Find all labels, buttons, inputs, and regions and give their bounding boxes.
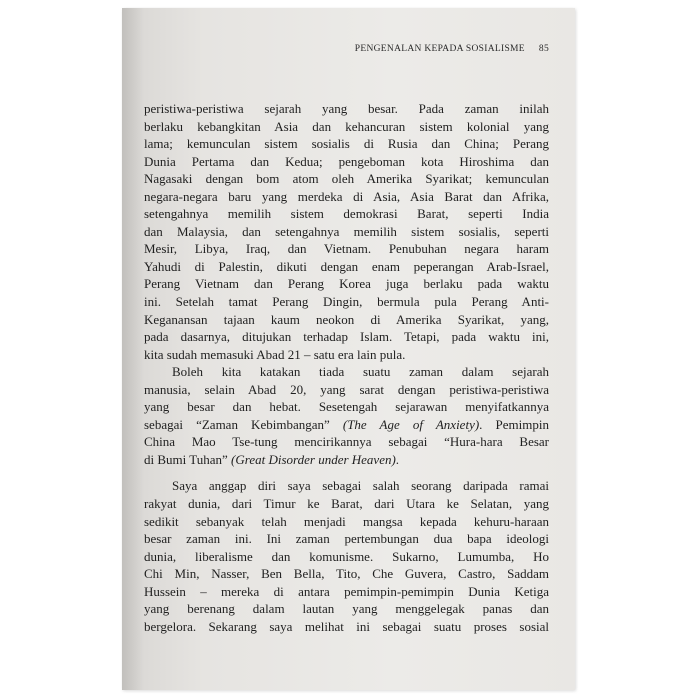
text-line: China Mao Tse-tung mencirikannya sebagai “Hura-hara Besar	[144, 434, 549, 450]
text-line: Perang Vietnam dan Perang Korea juga berlaku pada waktu	[144, 276, 549, 292]
text-line: ini. Setelah tamat Perang Dingin, bermula pula Perang Anti-	[144, 294, 549, 310]
text-line: berlaku kebangkitan Asia dan kehancuran sistem kolonial yang	[144, 118, 549, 134]
text-line: bergelora. Sekarang saya melihat ini sebagai suatu proses sosial	[144, 618, 549, 634]
text-segment: .	[395, 451, 400, 467]
text-line: sedikit sebanyak telah menjadi mangsa kepada kehuru-haraan	[144, 513, 549, 529]
text-line	[144, 451, 549, 469]
text-line	[144, 416, 549, 434]
text-line: Chi Min, Nasser, Ben Bella, Tito, Che Guvera, Castro, Saddam	[144, 566, 549, 582]
text-line: pada dasarnya, ditujukan terhadap Islam. Tetapi, pada waktu ini,	[144, 329, 549, 345]
text-line: negara-negara baru yang merdeka di Asia, Asia Barat dan Afrika,	[144, 188, 549, 204]
text-line: yang besar dan hebat. Sesetengah sejarawan menyifatkannya	[144, 399, 549, 415]
paragraph-2	[144, 363, 549, 468]
text-line: rakyat dunia, dari Timur ke Barat, dari Utara ke Selatan, yang	[144, 496, 549, 512]
paragraph-spacer	[144, 468, 549, 477]
text-line: Boleh kita katakan tiada suatu zaman dalam sejarah	[172, 364, 549, 380]
chapter-title: PENGENALAN KEPADA SOSIALISME	[354, 44, 525, 54]
paragraph-3	[144, 477, 549, 635]
text-line: Saya anggap diri saya sebagai salah seorang daripada ramai	[172, 478, 549, 494]
page-number: 85	[538, 44, 549, 54]
text-line: Mesir, Libya, Iraq, dan Vietnam. Penubuhan negara haram	[144, 241, 549, 257]
paragraph-1	[144, 100, 549, 363]
text-line: peristiwa-peristiwa sejarah yang besar. Pada zaman inilah	[144, 101, 549, 116]
text-line: yang berenang dalam lautan yang menggelegak panas dan	[144, 601, 549, 617]
running-header	[122, 44, 549, 54]
italic-phrase: (The Age of Anxiety)	[342, 416, 480, 432]
text-segment: di Bumi Tuhan”	[144, 451, 232, 467]
text-line: lama; kemunculan sistem sosialis di Rusia dan China; Perang	[144, 136, 549, 152]
text-line: Dunia Pertama dan Kedua; pengeboman kota Hiroshima dan	[144, 153, 549, 169]
text-line: besar zaman ini. Ini zaman pertembungan dua bapa ideologi	[144, 531, 549, 547]
italic-phrase: (Great Disorder under Heaven)	[231, 451, 396, 467]
text-line: setengahnya memilih sistem demokrasi Barat, seperti India	[144, 206, 549, 222]
body-text	[144, 100, 549, 635]
text-line: Hussein – mereka di antara pemimpin-pemimpin Dunia Ketiga	[144, 583, 549, 599]
text-line: Keganansan tajaan kaum neokon di Amerika Syarikat, yang,	[144, 311, 549, 327]
text-line: manusia, selain Abad 20, yang sarat dengan peristiwa-peristiwa	[144, 381, 549, 397]
text-line: dan Malaysia, dan setengahnya memilih sistem sosialis, seperti	[144, 223, 549, 239]
text-line: Yahudi di Palestin, dikuti dengan enam peperangan Arab-Israel,	[144, 258, 549, 274]
text-line: kita sudah memasuki Abad 21 – satu era lain pula.	[144, 346, 406, 362]
text-line: Nagasaki dengan bom atom oleh Amerika Syarikat; kemunculan	[144, 171, 549, 187]
book-page	[122, 8, 575, 690]
text-line: dunia, liberalisme dan komunisme. Sukarno, Lumumba, Ho	[144, 548, 549, 564]
text-segment: sebagai “Zaman Kebimbangan”	[144, 416, 343, 432]
text-segment: . Pemimpin	[479, 416, 549, 432]
